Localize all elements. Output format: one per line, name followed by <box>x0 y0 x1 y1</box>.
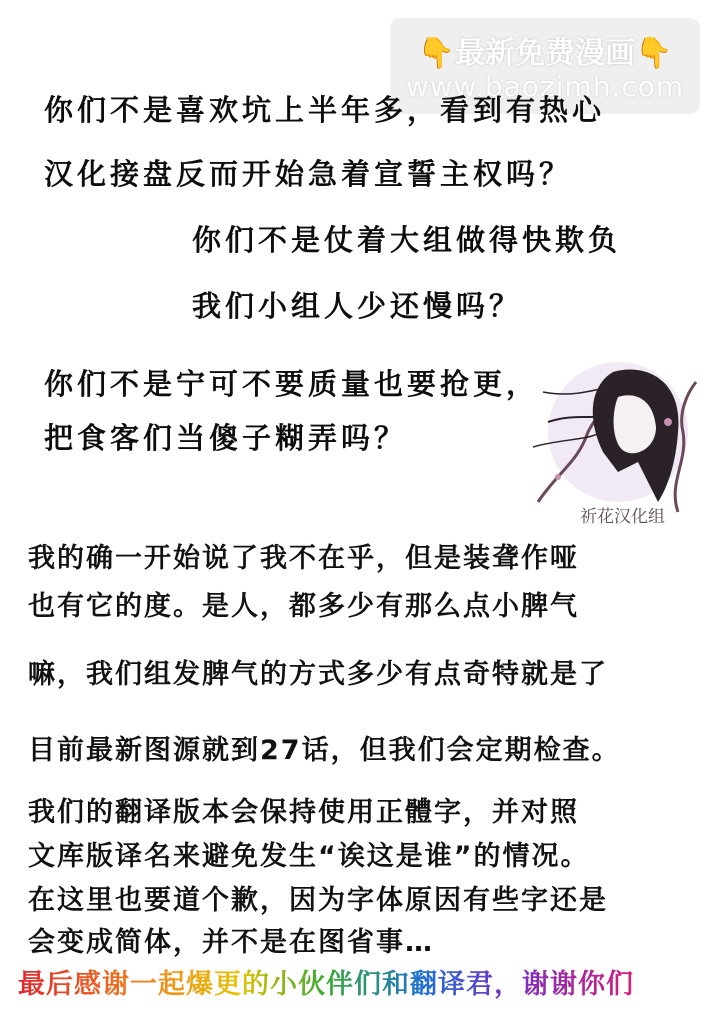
thanks-line: 最后感谢一起爆更的小伙伴们和翻译君，谢谢你们 <box>18 962 634 1001</box>
logo-caption: 祈花汉化组 <box>580 507 665 527</box>
handwritten-line-4: 我们小组人少还慢吗？ <box>192 289 523 323</box>
note-line-5: 我们的翻译版本会保持使用正體字，并对照 <box>28 797 579 828</box>
note-line-8: 会变成简体，并不是在图省事… <box>28 927 434 958</box>
pointing-down-icon: 👇 <box>417 36 455 71</box>
pointing-down-icon: 👇 <box>635 36 673 71</box>
watermark-title-row <box>390 28 700 72</box>
handwritten-line-5: 你们不是宁可不要质量也要抢更， <box>44 367 540 401</box>
handwritten-line-6: 把食客们当傻子糊弄吗？ <box>44 421 408 455</box>
note-line-1: 我的确一开始说了我不在乎，但是装聋作哑 <box>28 543 579 574</box>
note-line-3: 嘛，我们组发脾气的方式多少有点奇特就是了 <box>28 659 608 690</box>
note-line-4: 目前最新图源就到27话，但我们会定期检查。 <box>28 735 621 766</box>
watermark-url: www.baozimh.com <box>405 70 685 103</box>
handwritten-line-1: 你们不是喜欢坑上半年多，看到有热心 <box>44 93 606 127</box>
note-line-7: 在这里也要道个歉，因为字体原因有些字还是 <box>28 885 608 916</box>
note-line-2: 也有它的度。是人，都多少有那么点小脾气 <box>28 591 579 622</box>
note-line-6: 文库版译名来避免发生“诶这是谁”的情况。 <box>28 841 590 872</box>
flower-icon <box>664 418 672 426</box>
watermark-title: 最新免费漫画 <box>455 36 635 71</box>
handwritten-line-2: 汉化接盘反而开始急着宣誓主权吗？ <box>44 157 573 191</box>
group-logo <box>518 352 706 532</box>
flower-icon <box>555 474 561 480</box>
handwritten-line-3: 你们不是仗着大组做得快欺负 <box>192 223 622 257</box>
